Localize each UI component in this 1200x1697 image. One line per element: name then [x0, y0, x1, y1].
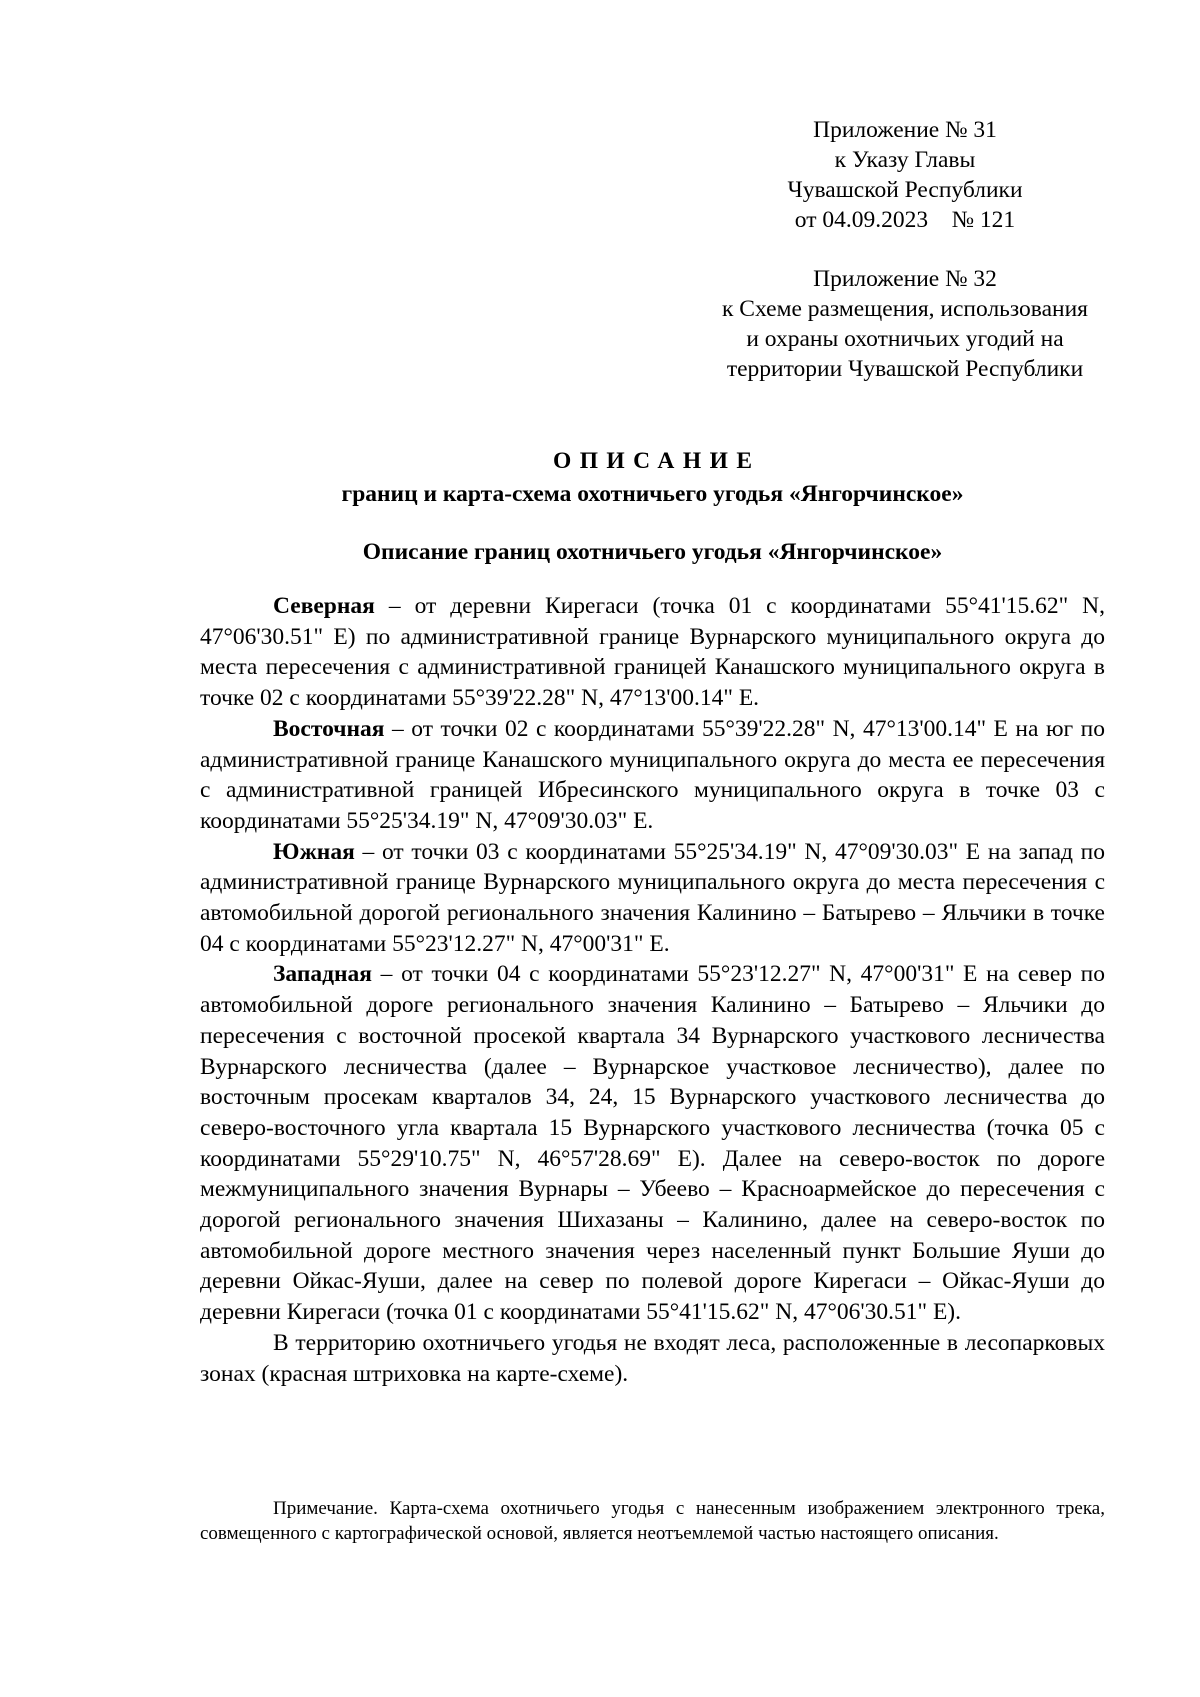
exclusion-paragraph: В территорию охотничьего угодья не входят леса, расположенные в лесопарковых зонах (красная штриховка на карте-схеме). — [200, 1329, 1105, 1387]
appendix-block-scheme — [650, 264, 1160, 384]
appendix-block-decree — [720, 115, 1090, 235]
boundary-text: – от точки 03 с координатами 55°25'34.19" N, 47°09'30.03" E на запад по административной границе Вурнарского муниципального округа до места пересечения с автомобильной дорогой регионального значения Калинино – Батырево – Яльчики в точке 04 с координатами 55°23'12.27" N, 47°00'31" E. — [200, 838, 1105, 957]
appendix-line: Приложение № 31 — [813, 117, 997, 143]
note-block — [200, 1496, 1105, 1546]
appendix-line: от 04.09.2023 № 121 — [794, 207, 1016, 233]
title-subheading: границ и карта-схема охотничьего угодья «Янгорчинское» — [341, 481, 964, 507]
boundary-text: – от деревни Кирегаси (точка 01 с координатами 55°41'15.62" N, 47°06'30.51" E) по административной границе Вурнарского муниципального округа до места пересечения с административной границей Канашского муниципального округа в точке 02 с координатами 55°39'22.28" N, 47°13'00.14" E. — [200, 593, 1105, 712]
appendix-line: к Указу Главы — [834, 147, 976, 173]
boundary-paragraph-east — [200, 714, 1105, 837]
boundary-paragraph-north — [200, 591, 1105, 714]
appendix-line: Чувашской Республики — [787, 177, 1023, 203]
appendix-line: и охраны охотничьих угодий на — [746, 326, 1064, 352]
note-text: Примечание. Карта-схема охотничьего угодья с нанесенным изображением электронного трека, совмещенного с картографической основой, является неотъемлемой частью настоящего описания. — [200, 1498, 1105, 1544]
boundary-paragraph-south — [200, 837, 1105, 960]
appendix-line: к Схеме размещения, использования — [722, 296, 1088, 322]
section-title: Описание границ охотничьего угодья «Янгорчинское» — [362, 539, 943, 565]
boundary-label: Северная — [273, 593, 375, 619]
document-title — [200, 445, 1105, 511]
title-heading: ОПИСАНИЕ — [552, 448, 761, 474]
appendix-line: территории Чувашской Республики — [726, 356, 1084, 382]
boundary-text: – от точки 04 с координатами 55°23'12.27" N, 47°00'31" E на север по автомобильной дороге регионального значения Калинино – Батырево – Яльчики до пересечения с восточной просекой квартала 34 Вурнарского участкового лесничества Вурнарского лесничества (далее – Вурнарское участковое лесничество), далее по восточным просекам кварталов 34, 24, 15 Вурнарского участкового лесничества до северо-восточного угла квартала 15 Вурнарского участкового лесничества (точка 05 с координатами 55°29'10.75" N, 46°57'28.69" E). Далее на северо-восток по дороге межмуниципального значения Вурнары – Убеево – Красноармейское до пересечения с дорогой регионального значения Шихазаны – Калинино, далее на северо-восток по автомобильной дороге местного значения через населенный пункт Большие Яуши до деревни Ойкас-Яуши, далее на север по полевой дороге Кирегаси – Ойкас-Яуши до деревни Кирегаси (точка 01 с координатами 55°41'15.62" N, 47°06'30.51" E). — [200, 961, 1105, 1326]
boundary-text: – от точки 02 с координатами 55°39'22.28" N, 47°13'00.14" E на юг по административной границе Канашского муниципального округа до места ее пересечения с административной границей Ибресинского муниципального округа в точке 03 с координатами 55°25'34.19" N, 47°09'30.03" E. — [200, 715, 1105, 834]
boundary-label: Восточная — [273, 715, 385, 742]
appendix-line: Приложение № 32 — [813, 266, 997, 292]
boundary-label: Южная — [273, 838, 355, 865]
boundary-paragraph-west — [200, 959, 1105, 1327]
boundary-label: Западная — [273, 961, 373, 988]
boundaries-description — [200, 591, 1105, 1389]
